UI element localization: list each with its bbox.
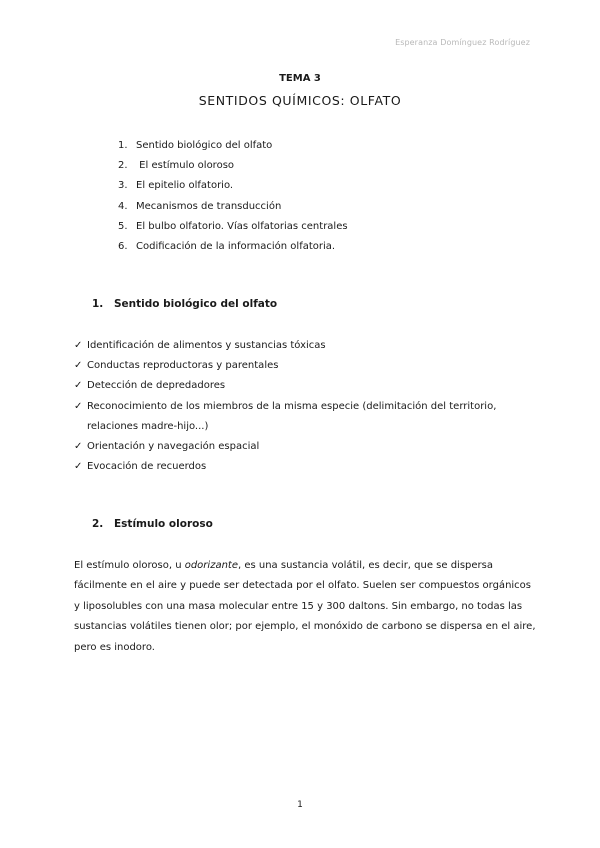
toc-item-number: 2. bbox=[118, 160, 128, 172]
section-title: Estímulo oloroso bbox=[114, 518, 213, 530]
checklist bbox=[74, 336, 544, 477]
checklist-item-text: Identificación de alimentos y sustancias tóxicas bbox=[87, 340, 326, 351]
topic-number: TEMA 3 bbox=[279, 73, 321, 84]
toc-item-text: El estímulo oloroso bbox=[136, 160, 235, 172]
section-title: Sentido biológico del olfato bbox=[114, 298, 278, 310]
toc-item bbox=[118, 136, 348, 156]
check-icon: ✓ bbox=[74, 461, 83, 473]
checklist-item-text: Detección de depredadores bbox=[87, 380, 226, 392]
toc-item bbox=[118, 156, 348, 176]
page-number: 1 bbox=[297, 800, 303, 810]
checklist-item-text: Conductas reproductoras y parentales bbox=[87, 360, 279, 372]
toc-item bbox=[118, 237, 348, 257]
check-icon: ✓ bbox=[74, 400, 83, 412]
body-paragraph bbox=[74, 556, 536, 658]
toc-item-text: El bulbo olfatorio. Vías olfatorias centrales bbox=[136, 220, 348, 232]
topic-title: SENTIDOS QUÍMICOS: OLFATO bbox=[198, 93, 402, 108]
checklist-item bbox=[74, 376, 544, 396]
checklist-item-text: Reconocimiento de los miembros de la misma especie (delimitación del territorio, relaciones madre-hijo...) bbox=[87, 400, 497, 432]
toc-item-number: 5. bbox=[118, 220, 128, 232]
check-icon: ✓ bbox=[74, 340, 83, 351]
checklist-item bbox=[74, 457, 544, 477]
toc-item bbox=[118, 197, 348, 217]
checklist-item bbox=[74, 336, 544, 356]
section-number: 1. bbox=[92, 298, 104, 310]
checklist-item-text: Evocación de recuerdos bbox=[87, 461, 207, 473]
paragraph-text-end: , es una sustancia volátil, es decir, que se dispersa fácilmente en el aire y puede ser detectada por el olfato. Suelen ser compuestos orgánicos y liposolubles con una masa molecular entre 15 y 300 daltons. Sin embargo, no todas las sustancias volátiles tienen olor; por ejemplo, el monóxido de carbono se dispersa en el aire, pero es inodoro. bbox=[74, 560, 536, 653]
check-icon: ✓ bbox=[74, 380, 83, 392]
checklist-item-text: Orientación y navegación espacial bbox=[87, 441, 260, 453]
table-of-contents bbox=[118, 136, 348, 257]
toc-item bbox=[118, 176, 348, 196]
header-author: Esperanza Domínguez Rodríguez bbox=[395, 38, 530, 47]
toc-item-text: Sentido biológico del olfato bbox=[136, 140, 273, 151]
section-heading-1 bbox=[92, 298, 277, 310]
toc-item-number: 1. bbox=[118, 140, 128, 151]
check-icon: ✓ bbox=[74, 360, 83, 372]
paragraph-text-start: El estímulo oloroso, u bbox=[74, 560, 185, 571]
toc-item-text: El epitelio olfatorio. bbox=[136, 180, 234, 192]
toc-item-number: 3. bbox=[118, 180, 128, 192]
checklist-item bbox=[74, 397, 544, 437]
toc-item-text: Codificación de la información olfatoria. bbox=[136, 241, 336, 253]
section-heading-2 bbox=[92, 518, 213, 530]
toc-item bbox=[118, 217, 348, 237]
toc-item-number: 4. bbox=[118, 200, 128, 212]
checklist-item bbox=[74, 437, 544, 457]
toc-item-number: 6. bbox=[118, 241, 128, 253]
paragraph-emphasis: odorizante bbox=[184, 560, 238, 571]
section-number: 2. bbox=[92, 518, 104, 530]
check-icon: ✓ bbox=[74, 441, 83, 453]
toc-item-text: Mecanismos de transducción bbox=[136, 200, 282, 212]
checklist-item bbox=[74, 356, 544, 376]
